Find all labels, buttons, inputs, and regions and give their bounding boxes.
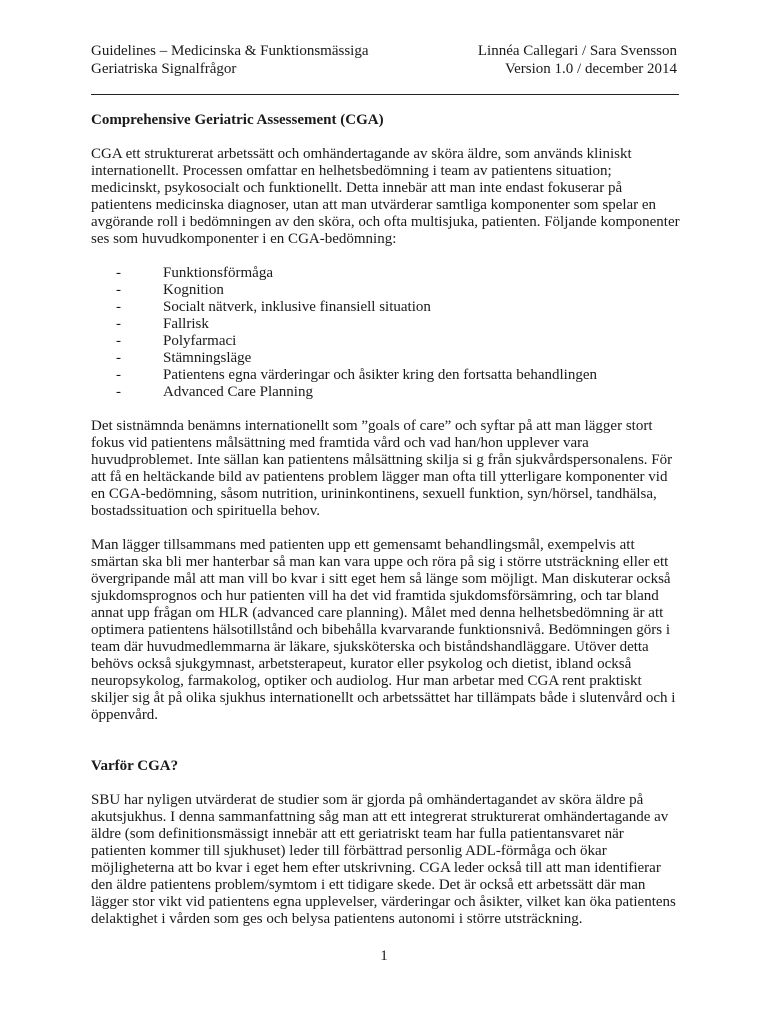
- list-item: [116, 299, 681, 316]
- list-item-text: Kognition: [163, 282, 224, 298]
- header-divider: [91, 94, 679, 95]
- list-item: [116, 316, 681, 333]
- header-row-2: [91, 60, 677, 78]
- list-item-text: Stämningsläge: [163, 350, 252, 366]
- list-item-text: Polyfarmaci: [163, 333, 237, 349]
- list-item-text: Funktionsförmåga: [163, 265, 273, 281]
- list-item-text: Patientens egna värderingar och åsikter kring den fortsatta behandlingen: [163, 367, 598, 383]
- list-item: [116, 384, 681, 401]
- list-item: [116, 265, 681, 282]
- list-item-text: Advanced Care Planning: [163, 384, 313, 400]
- header-version: Version 1.0 / december 2014: [504, 61, 677, 77]
- header-row-1: [91, 42, 677, 60]
- list-item-text: Fallrisk: [163, 316, 209, 332]
- section-heading-cga: Comprehensive Geriatric Assessement (CGA): [91, 112, 384, 128]
- list-dash: -: [116, 333, 121, 349]
- list-dash: -: [116, 299, 121, 315]
- section-why-cga: [91, 758, 681, 928]
- list-dash: -: [116, 350, 121, 366]
- header-authors: Linnéa Callegari / Sara Svensson: [477, 43, 677, 59]
- list-dash: -: [116, 265, 121, 281]
- list-item-text: Socialt nätverk, inklusive finansiell situation: [163, 299, 431, 315]
- document-body: [91, 112, 681, 945]
- list-item: [116, 350, 681, 367]
- list-item: [116, 282, 681, 299]
- section-heading-why-cga: Varför CGA?: [91, 758, 179, 774]
- list-item: [116, 333, 681, 350]
- list-dash: -: [116, 316, 121, 332]
- list-item: [116, 367, 681, 384]
- paragraph-intro: CGA ett strukturerat arbetssätt och omhändertagande av sköra äldre, som används kliniskt internationellt. Processen omfattar en helhetsbedömning i team av patientens situation; medicinskt, psykosocialt och funktionellt. Detta innebär att man inte endast fokuserar på patientens medicinska diagnoser, utan att man utvärderar samtliga komponenter som spelar en avgörande roll i bedömningen av den sköra, och ofta multisjuka, patienten. Följande komponenter ses som huvudkomponenter i en CGA-bedömning:: [91, 146, 680, 247]
- list-dash: -: [116, 384, 121, 400]
- paragraph-sbu: SBU har nyligen utvärderat de studier som är gjorda på omhändertagandet av sköra äldre på akutsjukhus. I denna sammanfattning såg man att ett integrerat strukturerat omhändertagande av äldre (som definitionsmässigt innebär att ett geriatriskt team har fulla patientansvaret när patienten kommer till sjukhuset) leder till förbättrad personlig ADL-förmåga och ökar möjligheterna att bo kvar i eget hem efter utskrivning. CGA leder också till att man identifierar den äldre patientens problem/symtom i ett tidigare skede. Det är också ett arbetssätt där man lägger stor vikt vid patientens egna upplevelser, värderingar och åsikter, vilket kan öka patientens delaktighet i vården som ges och belysa patientens autonomi i större utsträckning.: [91, 792, 676, 927]
- component-list: [91, 265, 681, 401]
- paragraph-goals-of-care: Det sistnämnda benämns internationellt som ”goals of care” och syftar på att man lägger stort fokus vid patientens målsättning med framtida vård och vad han/hon upplever vara huvudproblemet. Inte sällan kan patientens målsättning skilja si g från sjukvårdspersonalens. För att få en heltäckande bild av patientens problem lägger man ofta till ytterligare komponenter vid en CGA-bedömning, såsom nutrition, urininkontinens, sexuell funktion, syn/hörsel, tandhälsa, bostadssituation och spirituella behov.: [91, 418, 673, 519]
- header-title-line1: Guidelines – Medicinska & Funktionsmässiga: [91, 43, 369, 59]
- list-dash: -: [116, 282, 121, 298]
- page-number: 1: [380, 948, 388, 964]
- page-header: [91, 42, 677, 78]
- paragraph-treatment-goals: Man lägger tillsammans med patienten upp ett gemensamt behandlingsmål, exempelvis att smärtan ska bli mer hanterbar så man kan vara uppe och röra på sig i större utsträckning eller ett övergripande mål att man vill bo kvar i sitt eget hem så länge som möjligt. Man diskuterar också sjukdomsprognos och hur patienten vill ha det vid framtida sjukdomsförsämring, och tar bland annat upp frågan om HLR (advanced care planning). Målet med denna helhetsbedömning är att optimera patientens hälsotillstånd och bibehålla kvarvarande funktionsnivå. Bedömningen görs i team där huvudmedlemmarna är läkare, sjuksköterska och biståndshandläggare. Utöver detta behövs också sjukgymnast, arbetsterapeut, kurator eller psykolog och dietist, ibland också neuropsykolog, farmakolog, optiker och audiolog. Hur man arbetar med CGA rent praktiskt skiljer sig åt på olika sjukhus internationellt och arbetssättet har tillämpats både i slutenvård och i öppenvård.: [91, 537, 676, 723]
- list-dash: -: [116, 367, 121, 383]
- header-title-line2: Geriatriska Signalfrågor: [91, 61, 237, 77]
